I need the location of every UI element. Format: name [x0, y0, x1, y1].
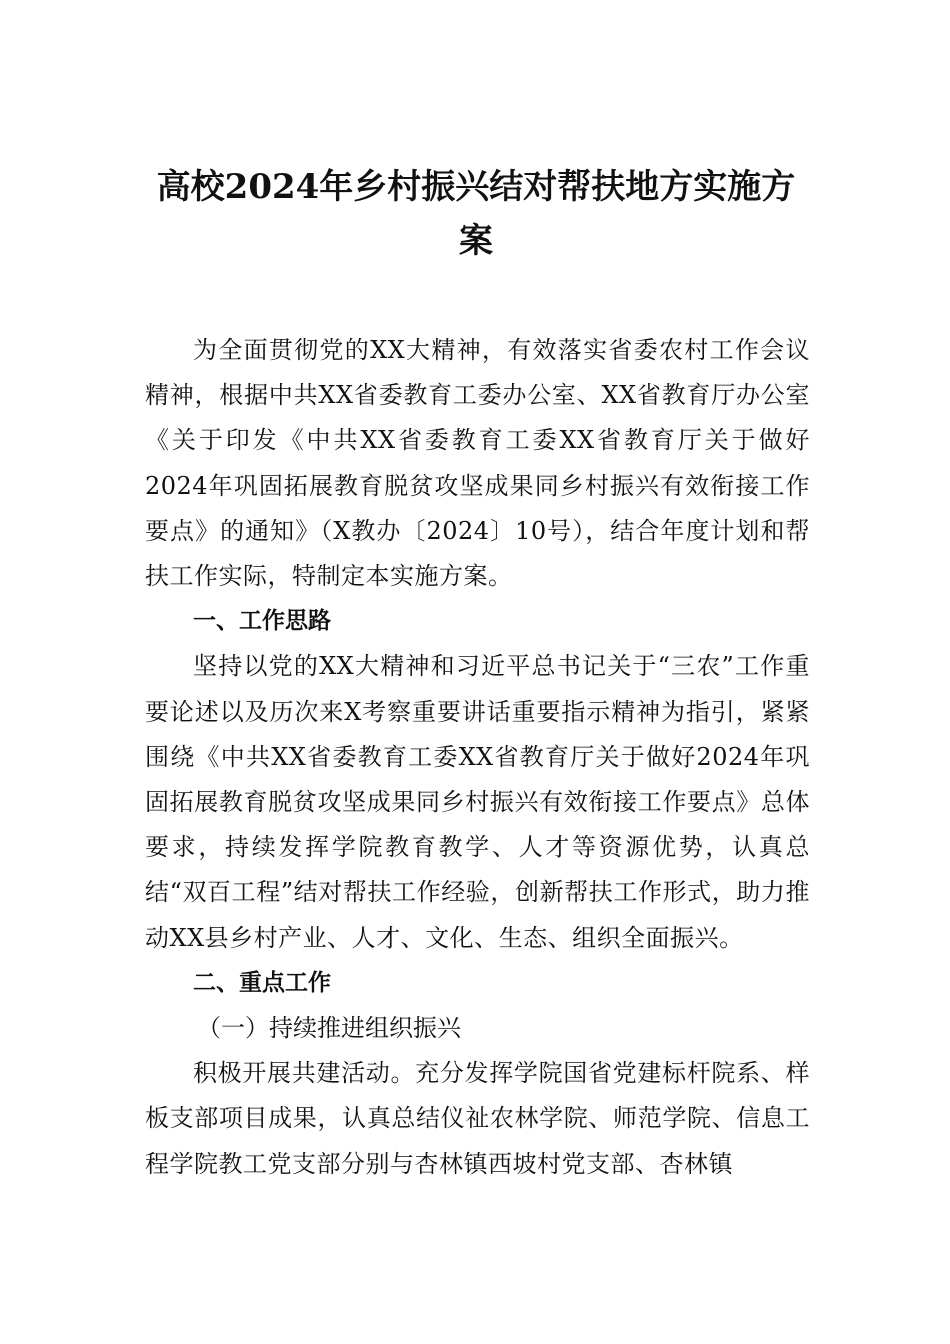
document-body [145, 328, 810, 1187]
title-line-2: 案 [459, 221, 493, 261]
subsection-1-heading: （一）持续推进组织振兴 [197, 1014, 461, 1043]
section-1-heading: 一、工作思路 [193, 608, 331, 635]
subsection-1-paragraph: 积极开展共建活动。充分发挥学院国省党建标杆院系、样板支部项目成果，认真总结仪祉农林学院、师范学院、信息工程学院教工党支部分别与杏林镇西坡村党支部、杏林镇 [145, 1059, 810, 1178]
section-2-heading: 二、重点工作 [193, 969, 331, 996]
document-title [145, 160, 807, 268]
section-1-paragraph: 坚持以党的XX大精神和习近平总书记关于“三农”工作重要论述以及历次来X考察重要讲话重要指示精神为指引，紧紧围绕《中共XX省委教育工委XX省教育厅关于做好2024年巩固拓展教育脱贫攻坚成果同乡村振兴有效衔接工作要点》总体要求，持续发挥学院教育教学、人才等资源优势，认真总结“双百工程”结对帮扶工作经验，创新帮扶工作形式，助力推动XX县乡村产业、人才、文化、生态、组织全面振兴。 [145, 652, 810, 952]
title-line-1: 高校2024年乡村振兴结对帮扶地方实施方 [156, 167, 796, 207]
intro-paragraph: 为全面贯彻党的XX大精神，有效落实省委农村工作会议精神，根据中共XX省委教育工委办公室、XX省教育厅办公室《关于印发《中共XX省委教育工委XX省教育厅关于做好2024年巩固拓展教育脱贫攻坚成果同乡村振兴有效衔接工作要点》的通知》（X教办〔2024〕10号），结合年度计划和帮扶工作实际，特制定本实施方案。 [145, 336, 810, 591]
